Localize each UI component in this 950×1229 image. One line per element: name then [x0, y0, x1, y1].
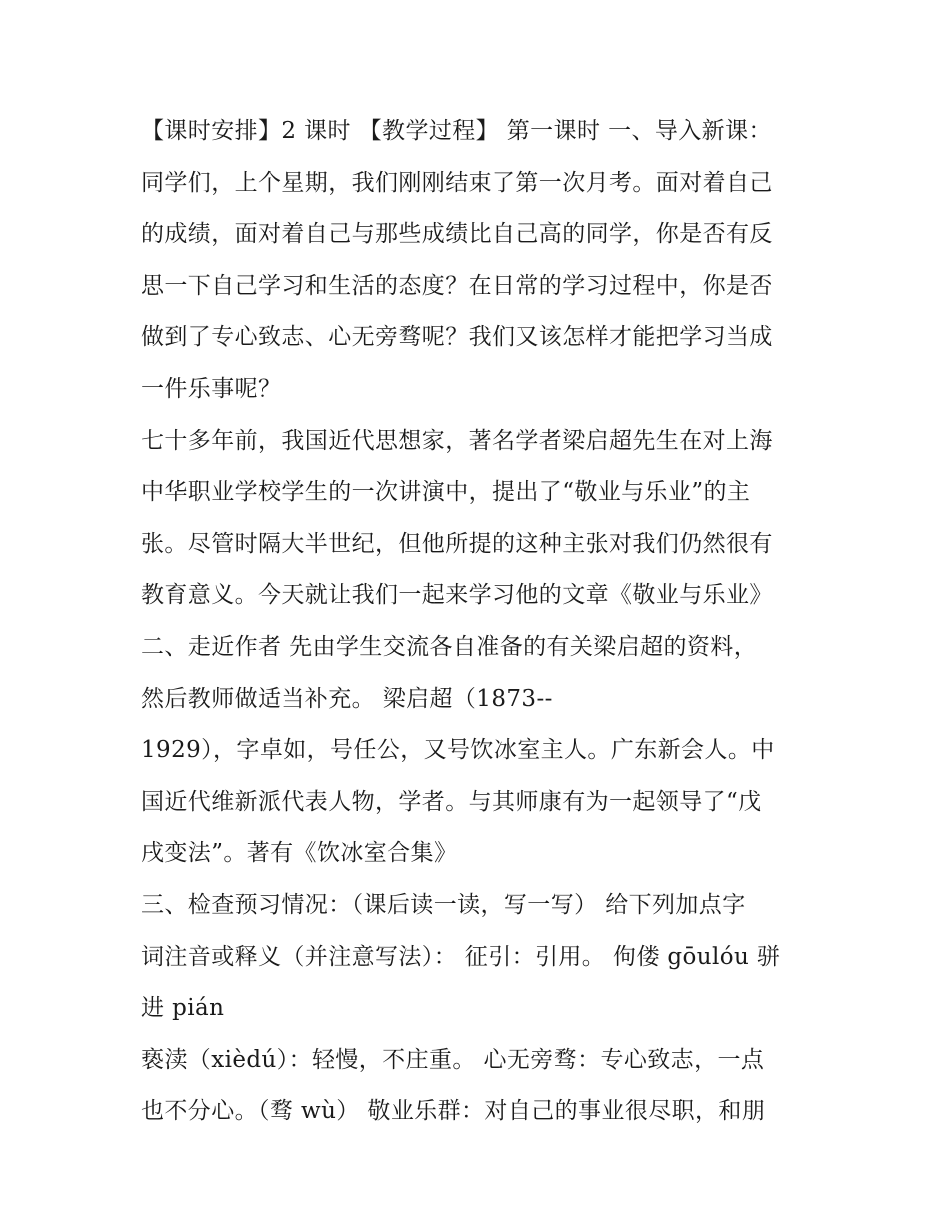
- document-body: [141, 106, 831, 1138]
- text-line: 1929），字卓如，号任公，又号饮冰室主人。广东新会人。中: [141, 737, 775, 764]
- text-line: 【课时安排】2 课时 【教学过程】 第一课时 一、导入新课：: [141, 118, 772, 144]
- text-line: 国近代维新派代表人物，学者。与其师康有为一起领导了“戊: [141, 788, 762, 815]
- text-line: 张。尽管时隔大半世纪，但他所提的这种主张对我们仍然很有: [141, 530, 773, 557]
- text-line: 进 pián: [141, 995, 225, 1022]
- text-line: 教育意义。今天就让我们一起来学习他的文章《敬业与乐业》: [141, 582, 773, 609]
- text-line: 七十多年前，我国近代思想家，著名学者梁启超先生在对上海: [141, 427, 773, 454]
- text-line: 中华职业学校学生的一次讲演中，提出了“敬业与乐业”的主: [141, 479, 751, 506]
- text-line: 一件乐事呢？: [141, 375, 282, 402]
- text-line: 思一下自己学习和生活的态度？在日常的学习过程中，你是否: [141, 272, 773, 299]
- text-line: 也不分心。（骛 wù） 敬业乐群：对自己的事业很尽职，和朋: [141, 1098, 766, 1125]
- text-line: 然后教师做适当补充。 梁启超（1873--: [141, 685, 553, 712]
- text-line: 三、检查预习情况：（课后读一读，写一写） 给下列加点字: [141, 891, 746, 918]
- text-line: 词注音或释义（并注意写法）： 征引：引用。 佝偻 gōulóu 骈: [141, 943, 781, 970]
- text-line: 的成绩，面对着自己与那些成绩比自己高的同学，你是否有反: [141, 221, 773, 248]
- text-line: 亵渎（xièdú）：轻慢，不庄重。 心无旁骛：专心致志，一点: [141, 1046, 765, 1073]
- text-line: 做到了专心致志、心无旁骛呢？我们又该怎样才能把学习当成: [141, 324, 773, 351]
- text-line: 戌变法”。著有《饮冰室合集》: [141, 840, 458, 867]
- text-line: 二、走近作者 先由学生交流各自准备的有关梁启超的资料，: [141, 633, 758, 660]
- text-line: 同学们，上个星期，我们刚刚结束了第一次月考。面对着自己: [141, 169, 773, 196]
